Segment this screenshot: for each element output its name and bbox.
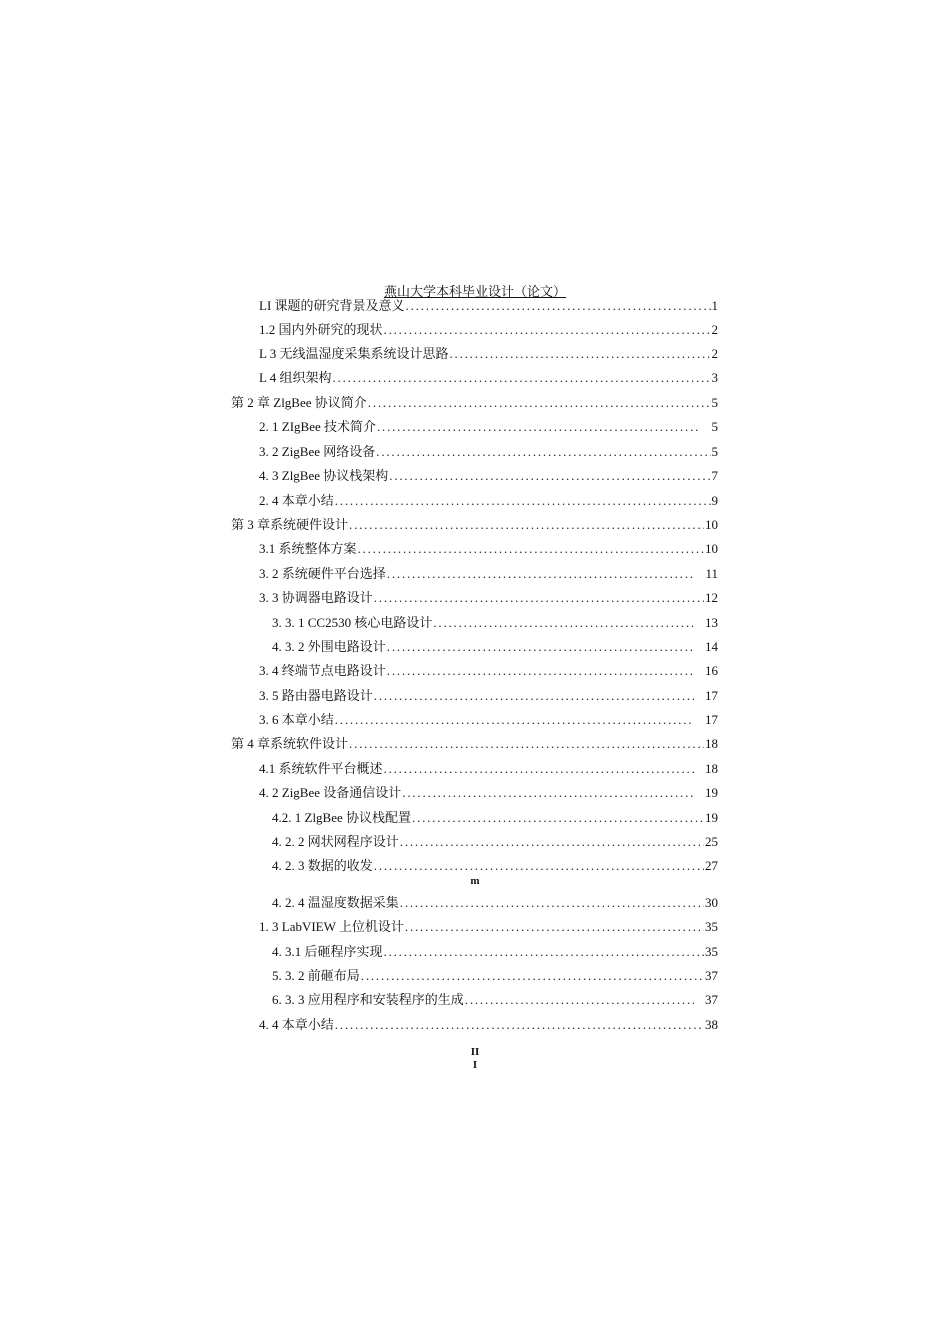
toc-entry[interactable] [259,321,718,339]
toc-entry-label: 6. 3. 3 应用程序和安装程序的生成 [272,992,464,1007]
toc-entry[interactable] [259,492,718,510]
toc-entry-page: 30 [705,895,718,910]
page-header: 燕山大学本科毕业设计（论文） [383,284,566,299]
toc-entry[interactable] [259,345,718,363]
toc-entry-page: 1 [711,298,718,313]
toc-leader [400,894,704,912]
toc-entry-page: 37 [705,968,718,983]
toc-entry-label: 4. 2. 3 数据的收发 [272,858,373,873]
toc-entry[interactable] [259,467,718,485]
toc-entry-label: 4.1 系统软件平台概述 [259,761,383,776]
toc-leader [349,516,704,534]
toc-leader [412,809,704,827]
toc-entry-page: 35 [705,919,718,934]
toc-entry-page: 2 [711,346,718,361]
toc-entry[interactable] [259,662,718,680]
toc-leader [433,614,694,632]
toc-leader [361,967,704,985]
toc-leader [368,394,711,412]
toc-entry[interactable] [259,443,718,461]
toc-entry[interactable] [259,784,718,802]
toc-entry[interactable] [272,991,718,1009]
toc-leader [374,687,694,705]
toc-entry[interactable] [272,614,718,632]
toc-entry-label: 1. 3 LabVIEW 上位机设计 [259,919,404,934]
toc-leader [358,540,704,558]
toc-entry[interactable] [272,833,718,851]
toc-entry-label: 4. 2. 4 温湿度数据采集 [272,895,399,910]
toc-entry-label: 5. 3. 2 前砸布局 [272,968,360,983]
toc-entry-page: 37 [705,992,718,1007]
toc-chapter-entry[interactable] [231,735,718,753]
toc-leader [374,589,704,607]
toc-entry-label: 3. 4 终端节点电路设计 [259,663,386,678]
toc-entry-label: L 3 无线温湿度采集系统设计思路 [259,346,449,361]
toc-entry-label: 1.2 国内外研究的现状 [259,322,383,337]
toc-leader [335,492,711,510]
toc-entry[interactable] [259,418,718,436]
toc-entry-page: 18 [705,736,718,751]
toc-entry-page: 5 [711,444,718,459]
toc-leader [387,638,694,656]
toc-entry-page: 10 [705,541,718,556]
toc-entry-page: 35 [705,944,718,959]
toc-entry[interactable] [272,943,718,961]
toc-entry-page: 2 [711,322,718,337]
toc-entry-label: 2. 4 本章小结 [259,493,334,508]
toc-entry[interactable] [259,711,718,729]
toc-entry[interactable] [272,809,718,827]
toc-entry-page: 19 [705,785,718,800]
toc-entry-page: 17 [705,688,718,703]
toc-entry-page: 19 [705,810,718,825]
toc-entry-page: 5 [711,395,718,410]
toc-entry-page: 16 [705,663,718,678]
toc-entry-label: 3. 3. 1 CC2530 核心电路设计 [272,615,433,630]
toc-entry-page: 14 [705,639,718,654]
toc-entry[interactable] [259,589,718,607]
toc-entry[interactable] [259,687,718,705]
toc-entry-label: 4. 3 ZlgBee 协议栈架构 [259,468,389,483]
toc-leader [406,297,711,315]
toc-entry[interactable] [259,918,718,936]
toc-entry-page: 27 [705,858,718,873]
toc-chapter-entry[interactable] [231,516,718,534]
toc-entry[interactable] [259,369,718,387]
toc-leader [400,833,704,851]
toc-leader [377,418,701,436]
toc-entry-page: 25 [705,834,718,849]
toc-entry-label: 4. 2. 2 网状网程序设计 [272,834,399,849]
toc-entry[interactable] [272,894,718,912]
toc-entry[interactable] [259,760,718,778]
toc-leader [374,857,704,875]
toc-entry[interactable] [259,540,718,558]
toc-leader [465,991,694,1009]
toc-entry-label: 4. 3. 2 外围电路设计 [272,639,386,654]
toc-entry-label: L 4 组织架构 [259,370,332,385]
toc-leader [449,345,710,363]
toc-entry-page: 10 [705,517,718,532]
toc-entry-label: 3. 3 协调器电路设计 [259,590,373,605]
toc-leader [402,784,694,802]
toc-entry-label: 2. 1 ZIgBee 技术简介 [259,419,376,434]
toc-entry-label: 4. 2 ZigBee 设备通信设计 [259,785,402,800]
toc-entry-label: 3. 5 路由器电路设计 [259,688,373,703]
toc-entry[interactable] [259,297,718,315]
toc-entry-label: 第 2 章 ZlgBee 协议简介 [231,395,367,410]
toc-entry-page: 7 [711,468,718,483]
toc-leader [384,943,704,961]
toc-entry-page: 11 [705,566,718,581]
toc-entry-page: 12 [705,590,718,605]
toc-entry-label: LI 课题的研究背景及意义 [259,298,405,313]
toc-leader [335,711,694,729]
toc-entry[interactable] [272,857,718,875]
toc-leader [389,467,710,485]
toc-leader [384,321,711,339]
toc-entry[interactable] [272,638,718,656]
toc-chapter-entry[interactable] [231,394,718,412]
page-number-roman: II [470,1046,480,1058]
toc-entry[interactable] [259,565,718,583]
toc-entry-label: 3. 2 ZigBee 网络设备 [259,444,376,459]
toc-leader [335,1016,704,1034]
toc-entry-page: 9 [711,493,718,508]
toc-leader [405,918,704,936]
toc-entry[interactable] [259,1016,718,1034]
toc-leader [387,565,695,583]
toc-entry-page: 18 [705,761,718,776]
toc-leader [384,760,694,778]
toc-entry-page: 38 [705,1017,718,1032]
toc-leader [349,735,704,753]
toc-entry-label: 4.2. 1 ZlgBee 协议栈配置 [272,810,412,825]
toc-entry-label: 3. 2 系统硬件平台选择 [259,566,386,581]
toc-entry-page: 17 [705,712,718,727]
toc-entry-page: 3 [711,370,718,385]
toc-leader [376,443,710,461]
toc-entry-page: 5 [711,419,718,434]
page-number-roman-sub: I [472,1059,478,1071]
toc-entry-label: 4. 3.1 后砸程序实现 [272,944,383,959]
toc-entry[interactable] [272,967,718,985]
mid-page-mark: m [470,875,480,887]
toc-entry-label: 第 4 章系统软件设计 [231,736,349,751]
toc-leader [387,662,694,680]
toc-entry-label: 3.1 系统整体方案 [259,541,357,556]
toc-entry-label: 4. 4 本章小结 [259,1017,334,1032]
toc-entry-page: 13 [705,615,718,630]
toc-entry-label: 3. 6 本章小结 [259,712,334,727]
toc-entry-label: 第 3 章系统硬件设计 [231,517,349,532]
toc-leader [332,369,710,387]
